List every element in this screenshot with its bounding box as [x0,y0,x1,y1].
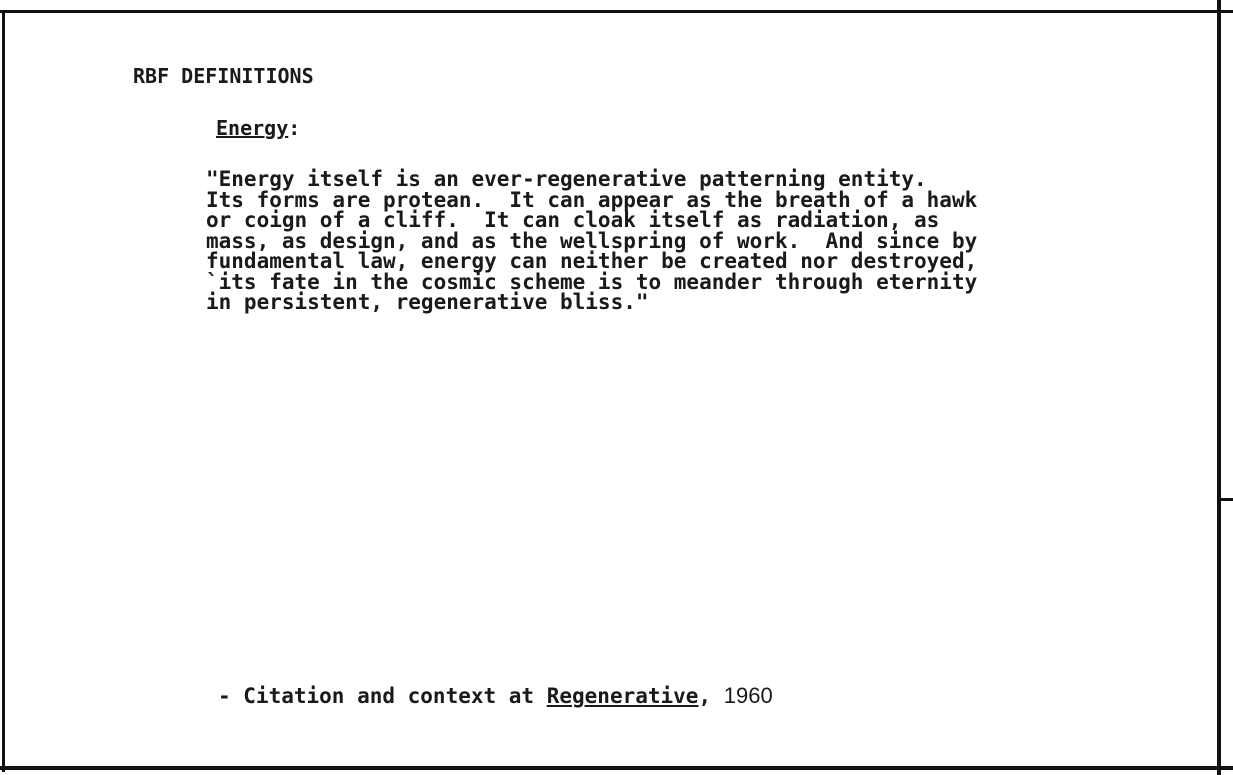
card-left-border [2,12,5,772]
quote-line: Its forms are protean. It can appear as the breath of a hawk [206,187,978,212]
quote-line: or coign of a cliff. It can cloak itself as radiation, as [206,208,940,232]
quote-line: mass, as design, and as the wellspring of work. And since by [206,228,978,253]
citation-prefix: - Citation and context at [218,684,547,708]
card-heading: RBF DEFINITIONS [133,64,314,88]
definition-quote [206,169,1106,313]
quote-line: in persistent, regenerative bliss." [206,290,649,314]
citation-year: 1960 [723,683,773,708]
card-right-border [1217,0,1221,775]
quote-line: `its fate in the cosmic scheme is to meander through eternity [206,269,978,294]
citation-line [218,683,773,709]
definition-term [216,116,300,140]
term-label: Energy [216,116,289,140]
card-top-border [0,10,1233,13]
quote-line: "Energy itself is an ever-regenerative patterning entity. [206,167,927,191]
quote-line: fundamental law, energy can neither be created nor destroyed, [206,249,978,273]
citation-separator: , [698,684,724,708]
citation-link-regenerative[interactable]: Regenerative [546,684,699,708]
term-colon: : [288,116,301,140]
card-bottom-border [0,766,1233,770]
edge-tick-mark [1221,498,1233,501]
